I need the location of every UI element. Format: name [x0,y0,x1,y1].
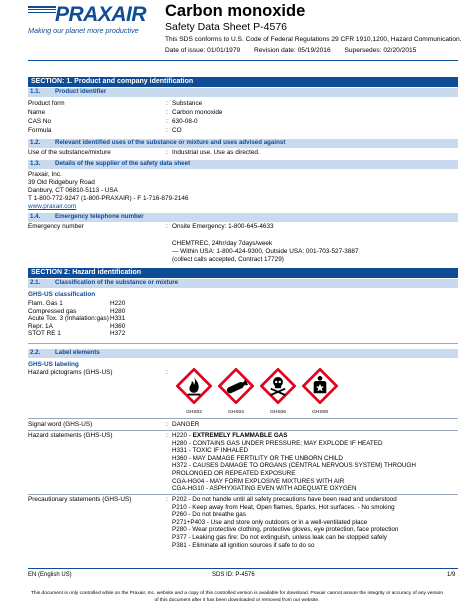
hazard-class: Acute Tox. 3 (Inhalation:gas) [28,315,109,322]
precautionary-statement: P381 - Eliminate all ignition sources if safe to do so [172,541,315,549]
hazard-code: H372 [110,330,126,337]
footer-language: EN (English US) [28,572,72,578]
signal-word: DANGER [172,421,200,428]
subsection-1-4 [28,213,458,222]
field-label: CAS No [28,118,52,125]
pictogram-caption: GHS04 [228,410,244,415]
field-value: Carbon monoxide [172,109,223,116]
subsection-number: 1.4. [30,213,41,220]
field-value: Substance [172,100,203,107]
ghs-labeling-heading: GHS-US labeling [28,361,79,368]
hazard-statement: H331 - TOXIC IF INHALED [172,447,249,455]
subsection-2-2 [28,349,458,358]
document-dates [165,46,428,55]
field-label: Hazard statements (GHS-US) [28,432,113,439]
hazard-code: H280 [110,307,126,315]
divider [28,418,458,419]
precautionary-statement: P377 - Leaking gas fire: Do not extinguish, unless leak can be stopped safely [172,534,387,541]
field-value: Industrial use. Use as directed. [172,149,260,156]
supplier-line: 39 Old Ridgebury Road [28,179,95,186]
hazard-code: H220 [110,300,126,307]
brand-logo: PRAXAIR [55,3,147,26]
hazard-statement-code: H220 - [172,432,193,439]
field-colon: : [166,118,168,125]
precautionary-statement: P280 - Wear protective clothing, protective gloves, eye protection, face protection [172,526,399,534]
subsection-2-1 [28,279,458,288]
health-hazard-icon [302,368,338,404]
field-colon: : [166,421,168,428]
hazard-statement: H360 - MAY DAMAGE FERTILITY OR THE UNBORN CHILD [172,454,343,462]
hazard-class: Flam. Gas 1 [28,300,63,307]
field-value: 630-08-0 [172,118,198,125]
footer-divider [28,568,458,569]
pictogram-caption: GHS02 [186,410,202,415]
subsection-number: 2.2. [30,349,41,356]
field-label: Emergency number [28,223,84,230]
header-divider [28,60,458,61]
supplier-line: Danbury, CT 06810-5113 - USA [28,187,118,194]
hazard-statement: CGA-HG10 - ASPHYXIATING EVEN WITH ADEQUATE OXYGEN [172,485,357,493]
subsection-number: 2.1. [30,279,41,286]
hazard-statement: H280 - CONTAINS GAS UNDER PRESSURE; MAY EXPLODE IF HEATED [172,439,383,447]
chemtrec-line: (collect calls accepted, Contract 17729) [172,256,284,263]
hazard-code: H331 [110,315,126,322]
hazard-code: H360 [110,322,126,330]
subsection-title: Details of the supplier of the safety data sheet [55,160,191,167]
section-2-header: SECTION 2: Hazard identification [28,268,458,278]
supplier-line: T 1-800-772-9247 (1-800-PRAXAIR) - F 1-716-879-2146 [28,195,189,202]
precautionary-statement: P271+P403 - Use and store only outdoors or in a well-ventilated place [172,518,368,526]
field-colon: : [166,496,168,503]
subsection-number: 1.2. [30,139,41,146]
field-colon: : [166,100,168,107]
subsection-title: Emergency telephone number [55,213,144,220]
hazard-statement: H372 - CAUSES DAMAGE TO ORGANS (CENTRAL NERVOUS SYSTEM) THROUGH [172,462,416,470]
hazard-statement: PROLONGED OR REPEATED EXPOSURE [172,470,296,477]
subsection-title: Relevant identified uses of the substance or mixture and uses advised against [55,139,286,146]
subsection-1-2 [28,139,458,148]
field-value: Onsite Emergency: 1-800-645-4633 [172,223,274,230]
flame-icon [176,368,212,404]
supplier-website-link[interactable]: www.praxair.com [28,203,77,210]
logo-mark [28,6,56,14]
pictogram-caption: GHS08 [312,410,328,415]
field-label: Formula [28,127,52,134]
precautionary-statement: P260 - Do not breathe gas [172,511,246,519]
field-colon: : [166,109,168,116]
subsection-title: Classification of the substance or mixture [55,279,179,286]
field-colon: : [166,149,168,156]
section-1-header: SECTION: 1. Product and company identification [28,77,458,87]
precautionary-statement: P210 - Keep away from Heat, Open flames, Sparks, Hot surfaces. - No smoking [172,503,395,511]
hazard-class: STOT RE 1 [28,330,61,337]
conformity-note: This SDS conforms to U.S. Code of Federal Regulations 29 CFR 1910.1200, Hazard Communication. [165,36,462,43]
field-label: Product form [28,100,65,107]
page-title: Carbon monoxide [165,2,306,20]
chemtrec-line: CHEMTREC, 24hr/day 7days/week [172,240,273,247]
hazard-statement: CGA-HG04 - MAY FORM EXPLOSIVE MIXTURES WITH AIR [172,477,345,485]
field-value: CO [172,127,182,134]
hazard-class: Compressed gas [28,307,77,315]
subsection-number: 1.3. [30,160,41,167]
field-label: Name [28,109,46,116]
subsection-title: Label elements [55,349,100,356]
date-of-issue: Date of issue: 01/01/1979 [165,47,241,54]
field-colon: : [166,127,168,134]
divider [28,494,458,495]
hazard-statement-bold: EXTREMELY FLAMMABLE GAS [192,432,288,439]
field-colon: : [166,223,168,230]
field-label: Signal word (GHS-US) [28,421,93,428]
brand-tagline: Making our planet more productive [28,26,139,35]
subsection-1-1 [28,88,458,97]
skull-crossbones-icon [260,368,296,404]
hazard-class: Repr. 1A [28,322,53,330]
footer-sds-id: SDS ID: P-4576 [212,572,255,578]
chemtrec-line: — Within USA: 1-800-424-9300, Outside USA: 001-703-527-3887 [172,248,359,255]
field-label: Precautionary statements (GHS-US) [28,496,132,503]
document-subtitle: Safety Data Sheet P-4576 [165,21,287,33]
pictogram-caption: GHS06 [270,410,286,415]
field-colon: : [166,432,168,439]
field-label: Hazard pictograms (GHS-US) [28,369,113,376]
revision-date: Revision date: 05/19/2016 [254,47,331,54]
subsection-title: Product identifier [55,88,107,95]
subsection-number: 1.1. [30,88,41,95]
supplier-line: Praxair, Inc. [28,171,62,178]
hazard-statement [172,432,287,440]
divider [28,343,458,344]
precautionary-statement: P202 - Do not handle until all safety precautions have been read and understood [172,496,397,503]
ghs-classification-heading: GHS-US classification [28,291,96,298]
field-colon: : [166,369,168,376]
field-label: Use of the substance/mixture [28,149,111,156]
supersedes-date: Supersedes: 02/20/2015 [344,47,417,54]
subsection-1-3 [28,160,458,169]
footer-disclaimer: This document is only controlled while on the Praxair, Inc. website and a copy of this controlled version is available for download. Praxair cannot assure the integrity or accuracy of any version of this document after it has been downloaded or removed from our website. [30,591,444,603]
gas-cylinder-icon [218,368,254,404]
footer-page-number: 1/9 [447,572,456,578]
divider [28,430,458,431]
